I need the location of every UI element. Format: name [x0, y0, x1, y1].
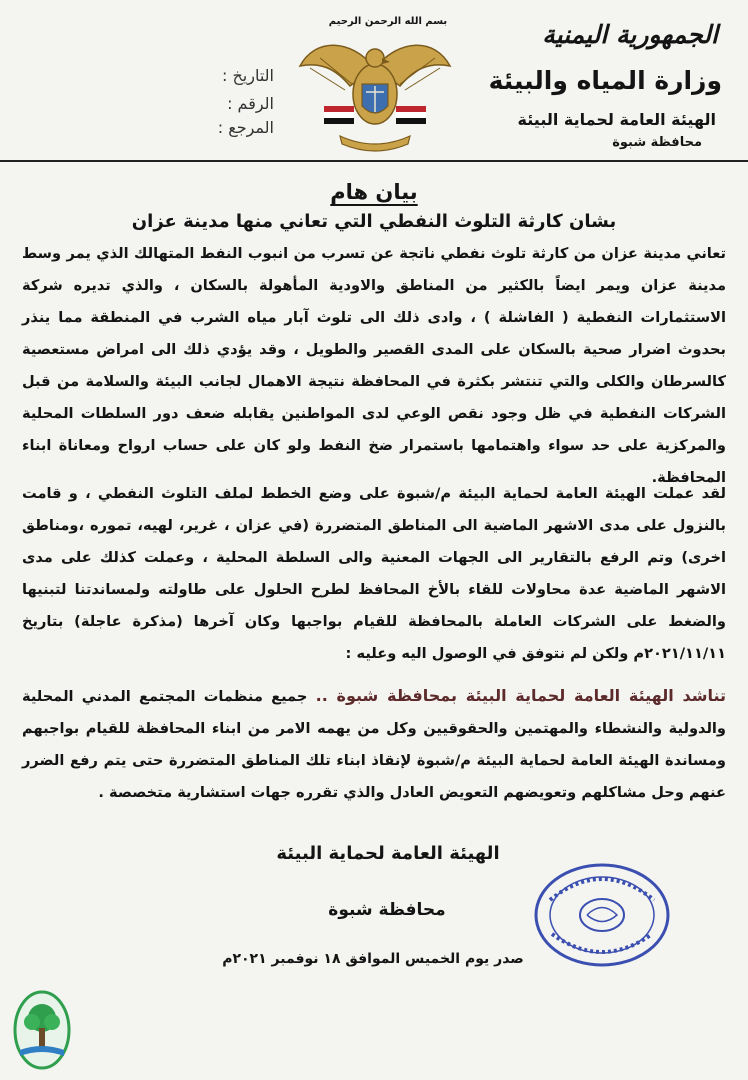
paragraph-3 — [22, 680, 726, 809]
appeal-lead: تناشد الهيئة العامة لحماية البيئة بمحافظة شبوة .. — [315, 686, 726, 705]
number-label: الرقم : — [227, 94, 274, 113]
appeal-body: جميع منظمات المجتمع المدني المحلية والدولية والنشطاء والمهتمين والحقوقيين وكل من يهمه الامر من ابناء المحافظة للقيام بواجبهم ومساندة الهيئة العامة لحماية البيئة م/شبوة لإنقاذ ابناء تلك المناطق المتضررة حتى يتم رفع الضرر عنهم وحل مشاكلهم وتعويضهم التعويض العادل والذي تقرره جهات استشارية متخصصة . — [22, 688, 726, 801]
environment-logo-icon — [12, 990, 72, 1072]
eagle-emblem-icon — [290, 28, 460, 160]
date-label: التاريخ : — [221, 66, 274, 85]
paragraph-2: لقد عملت الهيئة العامة لحماية البيئة م/شبوة على وضع الخطط لملف التلوث النفطي ، و قامت بالنزول على مدى الاشهر الماضية الى المناطق المتضررة (في عزان ، غرير، لهيه، تموره ،ومناطق اخرى) وتم الرفع بالتقارير الى الجهات المعنية والى السلطة المحلية ، وعملت كذلك على مدى الاشهر الماضية عدة محاولات للقاء بالأخ المحافظ لطرح الحلول على طاولته ولمساندتنا لتبنيها والضغط على الشركات العاملة بالمحافظة للقيام بواجبها وكان آخرها (مذكرة عاجلة) بتاريخ ٢٠٢١/١١/١١م ولكن لم نتوفق في الوصول اليه وعليه : — [22, 485, 726, 662]
republic-name: الجمهورية اليمنية — [542, 20, 718, 49]
authority-name: الهيئة العامة لحماية البيئة — [517, 110, 716, 129]
paragraph-1: تعاني مدينة عزان من كارثة تلوث نفطي ناتجة عن تسرب من انبوب النفط المتهالك الذي يمر وسط مدينة عزان ويمر ايضاً بالكثير من المناطق والاودية المأهولة بالسكان ، والذي تديره شركة الاستثمارات النفطية ( الفاشلة ) ، وادى ذلك الى تلوث آبار مياه الشرب في المنطقة مما ينذر بحدوث اضرار صحية بالسكان على المدى القصير والطويل ، وقد يؤدي ذلك الى امراض مستعصية كالسرطان والكلى والتي تنتشر بكثرة في المحافظة نتيجة الاهمال لجانب البيئة والسلامة من قبل الشركات النفطية في ظل وجود نقص الوعي لدى المواطنين يقابله ضعف دور السلطات المحلية والمركزية على حد سواء واهتمامها باستمرار ضخ النفط ولو كان على حساب ارواح ومعاناة ابناء المحافظة. — [22, 245, 726, 486]
signature-authority: الهيئة العامة لحماية البيئة — [276, 843, 500, 864]
document-title: بيان هام — [330, 180, 418, 204]
date-field — [14, 66, 274, 85]
signature-province: محافظة شبوة — [328, 900, 446, 920]
header-divider — [0, 160, 748, 162]
official-stamp-icon — [532, 860, 672, 970]
number-field — [14, 94, 274, 113]
document-subtitle: بشان كارثة التلوث النفطي التي تعاني منها مدينة عزان — [131, 211, 617, 232]
ministry-name: وزارة المياه والبيئة — [488, 66, 722, 95]
province-name: محافظة شبوة — [612, 135, 702, 150]
reference-field — [14, 118, 274, 137]
reference-label: المرجع : — [217, 118, 274, 137]
basmala: بسم الله الرحمن الرحيم — [328, 16, 448, 27]
issue-date: صدر يوم الخميس الموافق ١٨ نوفمبر ٢٠٢١م — [222, 951, 524, 967]
